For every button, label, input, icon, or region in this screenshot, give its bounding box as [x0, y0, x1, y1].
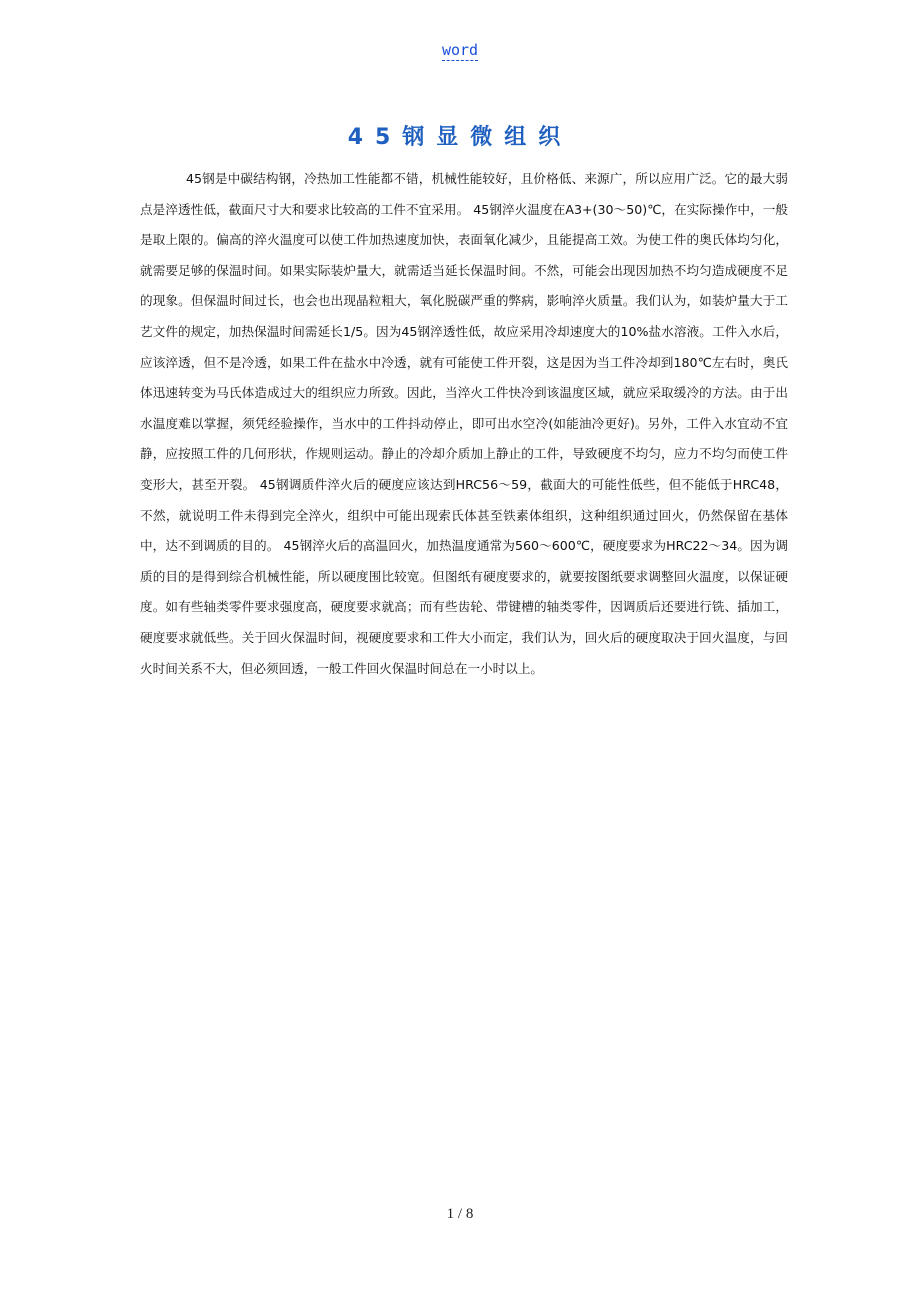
header-word-link[interactable]: word — [441, 41, 479, 59]
page-number: 1 / 8 — [446, 1206, 474, 1222]
page-header — [0, 40, 920, 59]
document-title: 45钢显微组织 — [347, 125, 573, 150]
document-body: 45钢是中碳结构钢，冷热加工性能都不错，机械性能较好，且价格低、来源广，所以应用广泛。它的最大弱点是淬透性低，截面尺寸大和要求比较高的工件不宜采用。 45钢淬火温度在A3+(30～50)℃，在实际操作中，一般是取上限的。偏高的淬火温度可以使工件加热速度加快，表面氧化减少，且能提高工效。为使工件的奥氏体均匀化，就需要足够的保温时间。如果实际装炉量大，就需适当延长保温时间。不然，可能会出现因加热不均匀造成硬度不足的现象。但保温时间过长，也会也出现晶粒粗大，氧化脱碳严重的弊病，影响淬火质量。我们认为，如装炉量大于工艺文件的规定，加热保温时间需延长1/5。因为45钢淬透性低，故应采用冷却速度大的10%盐水溶液。工件入水后，应该淬透，但不是冷透，如果工件在盐水中冷透，就有可能使工件开裂，这是因为当工件冷却到180℃左右时，奥氏体迅速转变为马氏体造成过大的组织应力所致。因此，当淬火工件快冷到该温度区域，就应采取缓冷的方法。由于出水温度难以掌握，须凭经验操作，当水中的工件抖动停止，即可出水空冷(如能油冷更好)。另外，工件入水宜动不宜静，应按照工件的几何形状，作规则运动。静止的冷却介质加上静止的工件，导致硬度不均匀，应力不均匀而使工件变形大，甚至开裂。 45钢调质件淬火后的硬度应该达到HRC56～59，截面大的可能性低些，但不能低于HRC48，不然，就说明工件未得到完全淬火，组织中可能出现索氏体甚至铁素体组织，这种组织通过回火，仍然保留在基体中，达不到调质的目的。 45钢淬火后的高温回火，加热温度通常为560～600℃，硬度要求为HRC22～34。因为调质的目的是得到综合机械性能，所以硬度围比较宽。但图纸有硬度要求的，就要按图纸要求调整回火温度，以保证硬度。如有些轴类零件要求强度高，硬度要求就高；而有些齿轮、带键槽的轴类零件，因调质后还要进行铣、插加工，硬度要求就低些。关于回火保温时间，视硬度要求和工件大小而定，我们认为，回火后的硬度取决于回火温度，与回火时间关系不大，但必须回透，一般工件回火保温时间总在一小时以上。 — [140, 171, 788, 676]
